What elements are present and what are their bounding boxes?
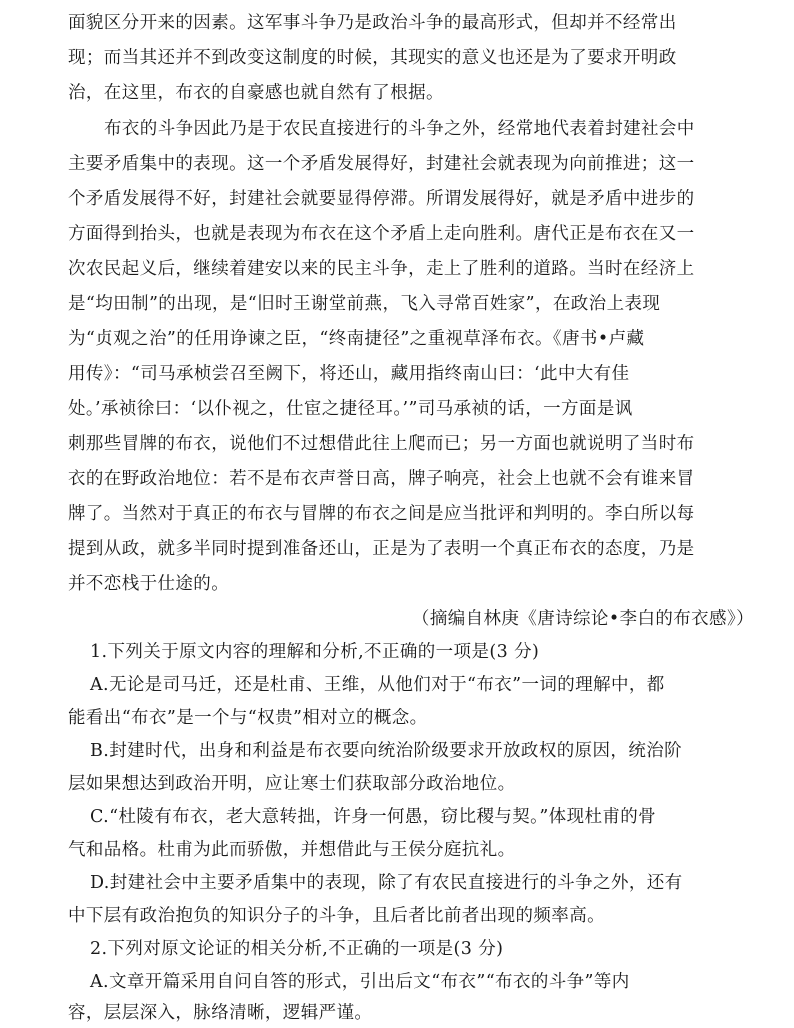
text-line: 容，层层深入，脉络清晰，逻辑严谨。 bbox=[68, 1003, 373, 1023]
source-citation: （摘编自林庚《唐诗综论•李白的布衣感》） bbox=[411, 609, 754, 629]
text-line: B.封建时代，出身和利益是布衣要向统治阶级要求开放政权的原因，统治阶 bbox=[90, 741, 683, 761]
text-line: C.“杜陵有布衣，老大意转拙，许身一何愚，窃比稷与契。”体现杜甫的骨 bbox=[90, 807, 657, 827]
text-line: 处。’承祯徐曰：‘以仆视之，仕宦之捷径耳。’”司马承祯的话，一方面是讽 bbox=[68, 399, 633, 419]
text-line: 是“均田制”的出现，是“旧时王谢堂前燕，飞入寻常百姓家”，在政治上表现 bbox=[68, 294, 661, 314]
text-line: 气和品格。杜甫为此而骄傲，并想借此与王侯分庭抗礼。 bbox=[68, 840, 516, 860]
text-line: A.无论是司马迁，还是杜甫、王维，从他们对于“布衣”一词的理解中，都 bbox=[90, 675, 665, 695]
text-line: 次农民起义后，继续着建安以来的民主斗争，走上了胜利的道路。当时在经济上 bbox=[68, 259, 695, 279]
text-line: 主要矛盾集中的表现。这一个矛盾发展得好，封建社会就表现为向前推进；这一 bbox=[68, 154, 695, 174]
text-line: 牌了。当然对于真正的布衣与冒牌的布衣之间是应当批评和判明的。李白所以每 bbox=[68, 504, 695, 524]
text-line: 用传》：“司马承桢尝召至阙下，将还山，藏用指终南山曰：‘此中大有佳 bbox=[68, 364, 630, 384]
text-line: 面貌区分开来的因素。这军事斗争乃是政治斗争的最高形式，但却并不经常出 bbox=[68, 13, 677, 33]
text-line: D.封建社会中主要矛盾集中的表现，除了有农民直接进行的斗争之外，还有 bbox=[90, 873, 683, 893]
text-line: 层如果想达到政治开明，应让寒士们获取部分政治地位。 bbox=[68, 774, 516, 794]
text-line: 能看出“布衣”是一个与“权贵”相对立的概念。 bbox=[68, 708, 428, 728]
text-line: 现；而当其还并不到改变这制度的时候，其现实的意义也还是为了要求开明政 bbox=[68, 48, 677, 68]
text-line: A.文章开篇采用自问自答的形式，引出后文“布衣”“布衣的斗争”等内 bbox=[90, 972, 630, 992]
text-line: 提到从政，就多半同时提到准备还山，正是为了表明一个真正布衣的态度，乃是 bbox=[68, 539, 695, 559]
text-line: 刺那些冒牌的布衣，说他们不过想借此往上爬而已；另一方面也就说明了当时布 bbox=[68, 434, 695, 454]
text-line: 中下层有政治抱负的知识分子的斗争，且后者比前者出现的频率高。 bbox=[68, 906, 605, 926]
text-line: 个矛盾发展得不好，封建社会就要显得停滞。所谓发展得好，就是矛盾中进步的 bbox=[68, 189, 695, 209]
question-stem: 2.下列对原文论证的相关分析,不正确的一项是(3 分) bbox=[90, 939, 504, 959]
text-line: 治，在这里，布衣的自豪感也就自然有了根据。 bbox=[68, 83, 444, 103]
text-line: 并不恋栈于仕途的。 bbox=[68, 574, 230, 594]
text-line: 布衣的斗争因此乃是于农民直接进行的斗争之外，经常地代表着封建社会中 bbox=[104, 119, 695, 139]
question-stem: 1.下列关于原文内容的理解和分析,不正确的一项是(3 分) bbox=[90, 642, 540, 662]
text-line: 衣的在野政治地位：若不是布衣声誉日高，牌子响亮，社会上也就不会有谁来冒 bbox=[68, 469, 695, 489]
text-line: 方面得到抬头，也就是表现为布衣在这个矛盾上走向胜利。唐代正是布衣在又一 bbox=[68, 224, 695, 244]
text-line: 为“贞观之治”的任用诤谏之臣，“终南捷径”之重视草泽布衣。《唐书•卢藏 bbox=[68, 329, 645, 349]
